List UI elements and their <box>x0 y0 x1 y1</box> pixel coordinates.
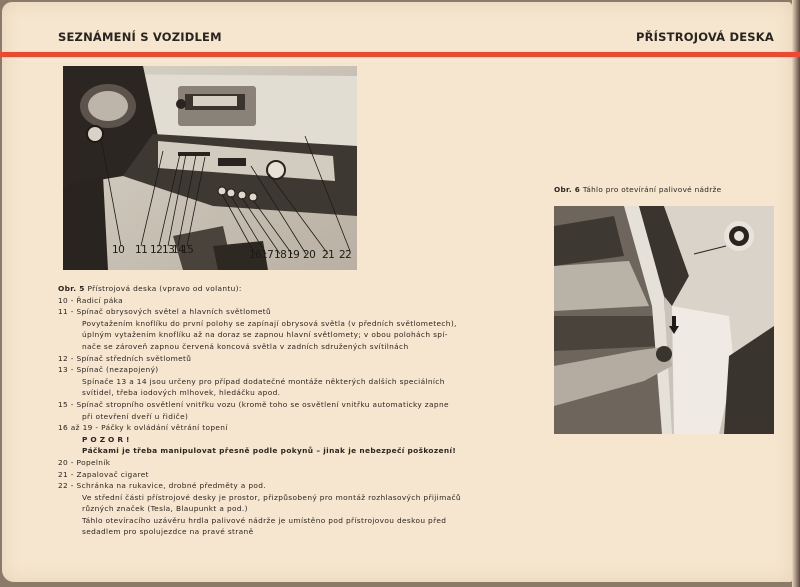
callout-17: 17 <box>261 249 274 261</box>
legend-note: nače se zároveň zapnou červená koncová světla v zadních sdružených svítilnách <box>82 341 409 351</box>
callout-22: 22 <box>339 249 352 261</box>
item-text: Spínač středních světlometů <box>76 353 192 363</box>
legend-item <box>58 306 548 318</box>
figure5-heading <box>58 283 548 295</box>
figure6-caption <box>554 185 721 194</box>
legend-text <box>58 283 548 538</box>
legend-item <box>58 457 548 469</box>
figure5-heading-text: Přístrojová deska (vpravo od volantu): <box>87 284 242 293</box>
legend-item <box>58 480 548 492</box>
item-number: 22 - <box>58 481 74 491</box>
legend-note: svítidel, třeba iodových mlhovek, hledáčku apod. <box>82 388 281 398</box>
callout-21: 21 <box>322 249 335 261</box>
callout-13: 13 <box>162 244 175 256</box>
legend-note: Ve střední části přístrojové desky je prostor, přizpůsobený pro montáž rozhlasových přijimačů <box>82 492 461 502</box>
callout-12: 12 <box>150 244 163 256</box>
legend-item <box>58 469 548 481</box>
item-text: Spínač obrysových světel a hlavních světlometů <box>76 307 272 317</box>
warning-text: Páčkami je třeba manipulovat přesně podle pokynů – jinak je nebezpečí poškození! <box>82 446 457 456</box>
item-number: 12 - <box>58 353 74 363</box>
callout-10: 10 <box>112 244 125 256</box>
item-text: Popelník <box>76 457 111 467</box>
callout-19: 19 <box>287 249 300 261</box>
item-number: 11 - <box>58 307 74 317</box>
item-number: 16 až 19 - <box>58 423 99 433</box>
legend-note: sedadlem pro spolujezdce na pravé straně <box>82 527 254 537</box>
item-text: Páčky k ovládání větrání topení <box>101 423 228 433</box>
callout-14: 14 <box>172 244 185 256</box>
item-text: Spínač stropního osvětlení vnitřku vozu (kromě toho se osvětlení vnitřku automaticky zapne <box>76 399 449 409</box>
dashboard-illustration <box>63 66 357 270</box>
item-number: 15 - <box>58 399 74 409</box>
legend-item <box>58 353 548 365</box>
legend-note: Spínače 13 a 14 jsou určeny pro případ dodatečné montáže některých dalších speciálních <box>82 376 445 386</box>
warning-heading: POZOR! <box>82 434 133 444</box>
item-number: 10 - <box>58 295 74 305</box>
fuel-release-photo <box>554 206 774 434</box>
legend-item <box>58 422 548 434</box>
figure6-label: Obr. 6 <box>554 185 581 194</box>
callout-18: 18 <box>274 249 287 261</box>
item-number: 13 - <box>58 365 74 375</box>
item-text: Schránka na rukavice, drobné předměty a pod. <box>76 481 267 491</box>
legend-note: Táhlo otevíracího uzávěru hrdla palivové nádrže je umístěno pod přístrojovou deskou před <box>82 515 447 525</box>
item-text: Zapalovač cigaret <box>76 469 149 479</box>
header-rule <box>0 52 800 57</box>
page-edge <box>792 0 800 587</box>
figure5-label: Obr. 5 <box>58 284 85 293</box>
legend-note: různých značek (Tesla, Blaupunkt a pod.) <box>82 504 248 514</box>
item-number: 20 - <box>58 457 74 467</box>
legend-note: při otevření dveří u řidiče) <box>82 411 189 421</box>
legend-item <box>58 295 548 307</box>
callout-15: 15 <box>181 244 194 256</box>
legend-note: Povytažením knoflíku do první polohy se zapínají obrysová světla (v předních světlometech), <box>82 318 457 328</box>
callout-20: 20 <box>303 249 316 261</box>
item-text: Spínač (nezapojený) <box>76 365 159 375</box>
callout-16: 16 <box>249 249 262 261</box>
fuel-release-illustration <box>554 206 774 434</box>
legend-note: úplným vytažením knoflíku až na doraz se zapnou hlavní světlomety; v obou polohách spí- <box>82 330 448 340</box>
legend-item <box>58 364 548 376</box>
page-title: PŘÍSTROJOVÁ DESKA <box>636 30 774 44</box>
dashboard-photo <box>63 66 357 270</box>
callout-11: 11 <box>135 244 148 256</box>
legend-item <box>58 399 548 411</box>
item-text: Řadicí páka <box>76 295 123 305</box>
item-number: 21 - <box>58 469 74 479</box>
section-title: SEZNÁMENÍ S VOZIDLEM <box>58 30 222 44</box>
figure6-caption-text: Táhlo pro otevírání palivové nádrže <box>582 185 722 194</box>
